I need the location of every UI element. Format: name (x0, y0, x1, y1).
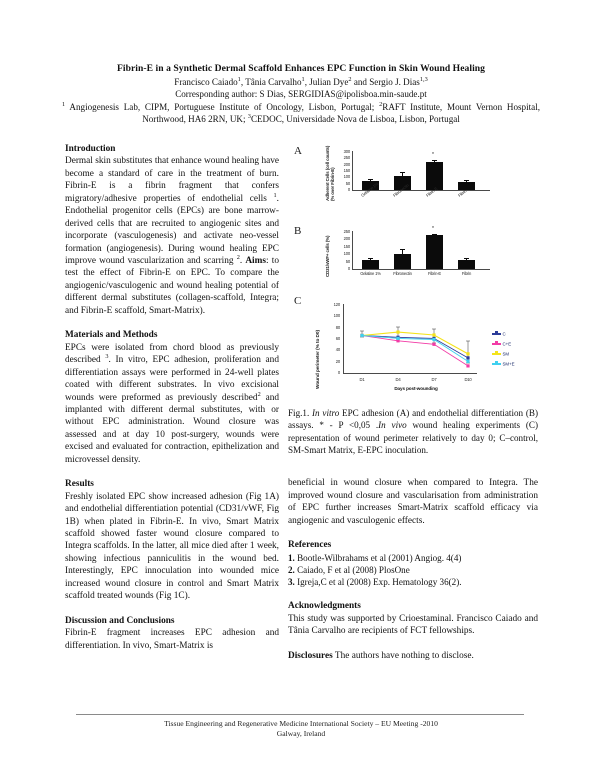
section-heading-acknowledgments: Acknowledgments (288, 601, 361, 612)
discussion-body: Fibrin-E fragment increases EPC adhesion and differentiation. In vivo, Smart-Matrix is (65, 628, 279, 651)
panel-b-ytick: 0 (347, 266, 350, 271)
panel-c-ylabel: Wound perimeter (% to D0) (316, 330, 321, 389)
panel-a-errorcap (432, 160, 437, 161)
panel-b-letter: B (294, 225, 302, 237)
reference-number: 1. (288, 552, 295, 563)
reference-number: 2. (288, 564, 295, 575)
legend-label-sme: SM+E (502, 361, 515, 367)
panel-a-errorcap (368, 179, 373, 180)
panel-b-ytick: 150 (343, 243, 350, 249)
right-column (288, 143, 538, 662)
reference-text: Bootle-Wilbrahams et al (2001) Angiog. 4(4) (297, 552, 462, 563)
methods-body: EPCs were isolated from chord blood as previously described $^3$. In vitro, EPC adhesion, proliferation and differentiation assays were performed in 24-well plates coated with different substrates. In vivo excisional wounds were preformed as previously described$^2$ and implanted with different dermal substitutes, with or without EPC administration. Wound closure was assessed and at day 10 post-surgery, wounds were excised and evaluated for contraction, epithelization and microvessel density. (65, 342, 279, 465)
results-body: Freshly isolated EPC show increased adhesion (Fig 1A) and endothelial differentiation potential (CD31/vWF, Fig 1B) when plated in Fibrin-E. In vivo, Smart Matrix scaffold showed faster wound closure compared to Integra scaffolds. In the latter, all mice died after 1 week, showing infectious panniculitis in the wound bed. Interestingly, EPC innoculation into wounded mice increased wound closure in control and Smart Matrix scaffold treated wounds (Fig 1C). (65, 491, 279, 602)
reference-text: Igreja,C et al (2008) Exp. Hematology 36(2). (297, 577, 462, 588)
legend-label-c: C (502, 331, 506, 337)
affiliation-marker: 1 (62, 100, 66, 108)
legend-swatch-ce (492, 343, 501, 345)
panel-a-ytick: 250 (343, 155, 350, 161)
reference-item (288, 576, 538, 588)
panel-a-ylabel: Adherent Cells (cell counts) (% over Fibrin-E) (325, 145, 335, 201)
panel-b-errorcap (464, 258, 469, 259)
reference-item (288, 564, 538, 576)
panel-b-xtick: Fibrin-E (427, 271, 442, 276)
affiliation-marker: 2 (379, 100, 383, 108)
panel-c-legend-item-sm (492, 351, 509, 356)
section-heading-introduction: Introduction (65, 144, 116, 154)
chart-panel-c (310, 303, 538, 403)
panel-c-xtick: D4 (395, 377, 401, 382)
author-list: Francisco Caiado$^1$, Tânia Carvalho$^1$, Julian Dye$^2$ and Sergio J. Dias$^{1,3}$ (174, 75, 428, 87)
panel-a-bar (458, 182, 475, 191)
figure-1 (288, 143, 538, 405)
panel-c-legend-item-c (492, 331, 506, 336)
acknowledgments-body: This study was supported by Crioestaminal. Francisco Caiado and Tânia Carvalho are recipients of FCT fellowships. (288, 613, 538, 637)
panel-c-ytick: 120 (333, 302, 340, 307)
panel-b-errorbar (402, 249, 403, 255)
section-heading-results: Results (65, 479, 94, 490)
panel-c-legend-item-sme (492, 361, 515, 366)
panel-a-significance-star: * (432, 152, 434, 158)
panel-c-ytick: 0 (337, 369, 340, 375)
section-heading-discussion: Discussion and Conclusions (65, 615, 175, 626)
disclosures-body: The authors have nothing to disclose. (334, 650, 474, 661)
panel-b-errorcap (368, 258, 373, 259)
affiliations: $^1$ Angiogenesis Lab, CIPM, Portuguese Institute of Oncology, Lisbon, Portugal; $^2$RAFT Institute, Mount Vernon Hospital, Northwood, HA6 2RN, UK; $^3$CEDOC, Universidade Nova de Lisboa, Lisbon, Portugal (62, 100, 540, 125)
panel-a-ytick: 150 (343, 167, 350, 173)
affiliation-marker: 1 (301, 75, 305, 83)
panel-b-ylabel: CD31/vWF+ cells (%) (325, 235, 330, 277)
section-heading-references: References (288, 540, 332, 551)
legend-swatch-sm (492, 353, 501, 355)
corresponding-author: Corresponding author: S Dias, SERGIDIAS@ipolisboa.min-saude.pt (175, 89, 427, 100)
panel-c-xtick: D10 (464, 377, 472, 382)
affiliation-marker: 1 (237, 75, 241, 83)
citation-marker: 2 (236, 253, 240, 261)
panel-c-xtick: D1 (359, 377, 365, 382)
panel-c-ytick: 80 (335, 324, 340, 330)
legend-swatch-c (492, 333, 501, 335)
panel-a-errorcap (464, 180, 469, 181)
panel-a-xtick: Fibronectin (392, 182, 410, 198)
panel-b-bar (362, 260, 379, 269)
page-title: Fibrin-E in a Synthetic Dermal Scaffold Enhances EPC Function in Skin Wound Healing (116, 63, 486, 74)
panel-a-letter: A (294, 145, 302, 157)
citation-marker: 2 (257, 390, 261, 398)
panel-c-letter: C (294, 295, 302, 307)
citation-marker: 3 (105, 353, 109, 361)
footer-divider (76, 714, 524, 715)
panel-b-bar (394, 254, 411, 269)
panel-c-xlabel: Days post-wounding (394, 386, 438, 391)
panel-b-xtick: Fibrin (461, 271, 472, 276)
left-column (65, 143, 279, 652)
panel-a-ytick: 200 (343, 161, 350, 167)
affiliation-marker: 1,3 (419, 75, 428, 83)
introduction-body: Dermal skin substitutes that enhance wound healing have become a standard of care in the treatment of burn. Fibrin-E is a fibrin fragment that confers migratory/adhesive properties of endothelial cells $^1$. Endothelial progenitor cells (EPCs) are bone marrow-derived cells that are recruited to angiogenic sites and incorporate (vasculogenesis) and activate neo-vessel formation (angiogenesis). During wound healing EPC improve wound vascularization and scarring $^2$. Aims: to test the effect of Fibrin-E on EPC. To compare the angiogenic/vasculogenic and wound healing potential of different dermal substitutes (collagen-scaffold, Integra; and Fibrin-E scaffold, Smart-Matrix). (65, 156, 279, 316)
legend-label-ce: C+E (502, 341, 512, 347)
panel-a-ytick: 300 (343, 149, 350, 154)
panel-a-ytick: 100 (343, 174, 350, 180)
citation-marker: 1 (273, 191, 277, 199)
discussion-continued: beneficial in wound closure when compared to Integra. The improved wound closure and vascularisation from administration of EPC further increases Smart-Matrix scaffold efficacy via angiogenic and vasculogenic effects. (288, 478, 538, 526)
paper-header (62, 62, 540, 126)
panel-b-ytick: 250 (343, 229, 350, 234)
panel-b-xtick: Gelatine 1% (360, 271, 381, 276)
panel-b-errorcap (432, 234, 437, 235)
panel-c-ytick: 100 (333, 313, 340, 319)
panel-a-xtick: Gelatine 1% (360, 181, 380, 198)
reference-item (288, 552, 538, 564)
disclosures-label: Disclosures (288, 650, 333, 661)
panel-b-y-axis (352, 231, 353, 269)
panel-a-ytick: 50 (345, 180, 350, 186)
disclosures-block (288, 650, 538, 662)
panel-b-bar (426, 235, 443, 269)
chart-panel-b (324, 226, 494, 291)
panel-b-ytick: 100 (343, 251, 350, 257)
panel-b-ytick: 50 (345, 258, 350, 264)
legend-label-sm: SM (502, 351, 510, 357)
panel-a-errorcap (400, 172, 405, 173)
panel-c-legend-item-ce (492, 341, 511, 346)
panel-b-x-axis (352, 269, 490, 270)
panel-a-y-axis (352, 151, 353, 190)
panel-b-bar (458, 260, 475, 269)
panel-b-xtick: Fibronectin (393, 271, 412, 276)
figure-caption: Fig.1. In vitro EPC adhesion (A) and endothelial differentiation (B) assays. * - P <0,05 .In vivo wound healing experiments (C) representation of wound perimeter relatively to day 0; C–control, SM-Smart Matrix, E-EPC inoculation. (288, 408, 539, 455)
footer-line-2: Galway, Ireland (276, 729, 326, 739)
panel-a-xtick: Fibrin-E (425, 185, 439, 198)
panel-c-ytick: 40 (335, 347, 340, 353)
panel-b-errorcap (400, 249, 405, 250)
affiliation-marker: 3 (247, 113, 251, 121)
footer-line-1: Tissue Engineering and Regenerative Medicine International Society – EU Meeting -2010 (164, 719, 438, 728)
panel-c-ytick: 60 (335, 335, 340, 341)
panel-c-xtick: D7 (431, 377, 437, 382)
section-heading-methods: Materials and Methods (65, 330, 158, 341)
affiliation-marker: 2 (348, 75, 352, 83)
chart-panel-a (324, 145, 494, 211)
panel-b-significance-star: * (432, 226, 434, 232)
legend-swatch-sme (492, 363, 501, 365)
panel-b-ytick: 200 (343, 236, 350, 242)
panel-a-ytick: 0 (347, 186, 350, 192)
page-footer (62, 719, 540, 740)
panel-a-xtick: Fibrin (457, 188, 468, 198)
reference-number: 3. (288, 577, 295, 588)
panel-c-ytick: 20 (335, 358, 340, 364)
reference-text: Caiado, F et al (2008) PlosOne (297, 564, 410, 575)
